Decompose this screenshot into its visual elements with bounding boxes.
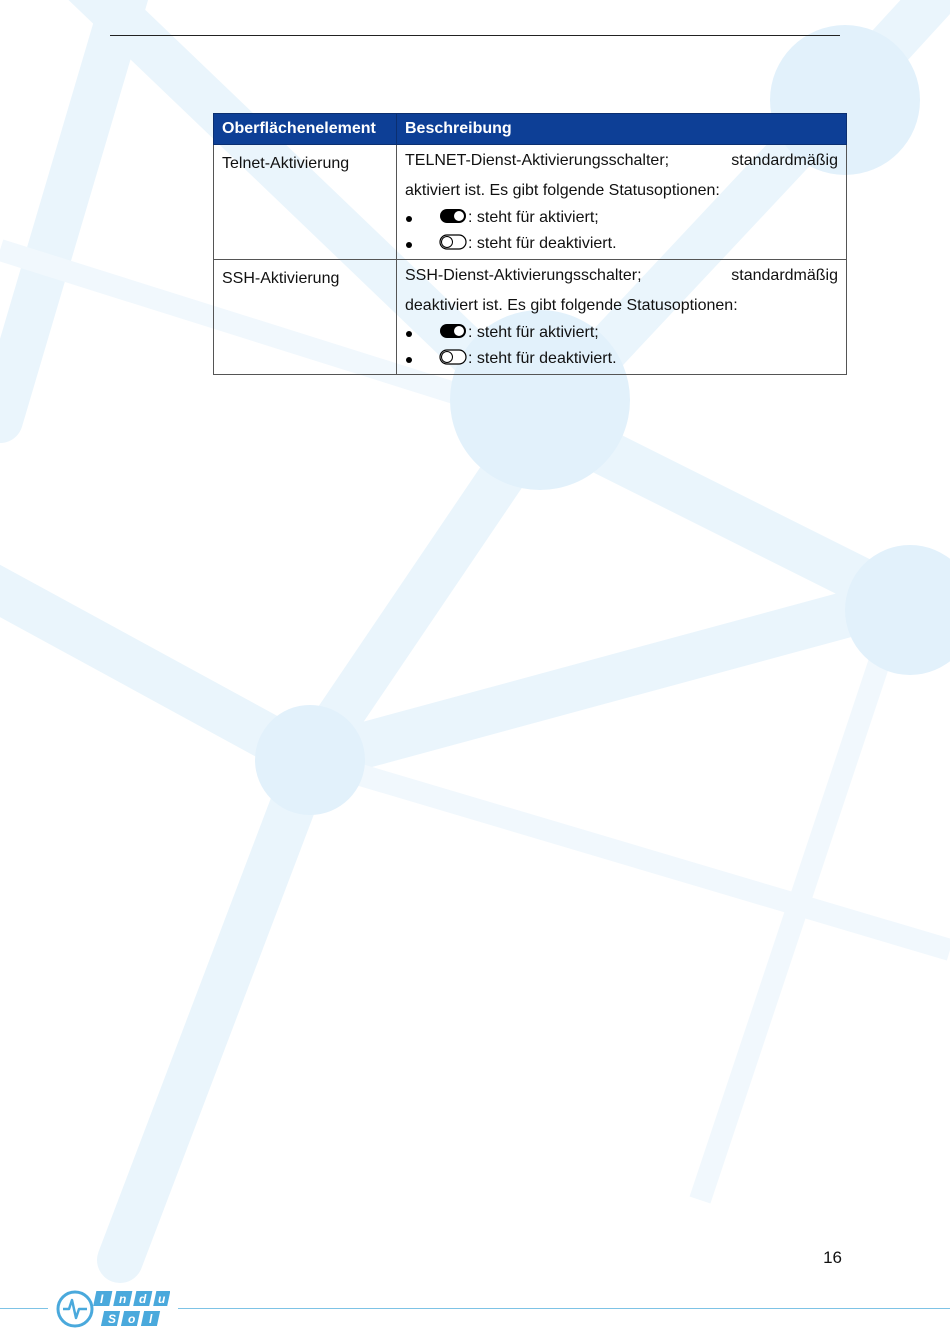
row-description <box>397 145 847 260</box>
svg-text:I: I <box>100 1292 104 1306</box>
svg-text:d: d <box>139 1292 147 1306</box>
svg-text:n: n <box>119 1292 127 1306</box>
description-line <box>405 264 838 287</box>
option-text: : steht für deaktiviert. <box>468 235 617 252</box>
description-line-2: aktiviert ist. Es gibt folgende Statusoptionen: <box>405 182 720 199</box>
page-number: 16 <box>823 1248 842 1267</box>
header-description: Beschreibung <box>397 114 847 145</box>
list-item <box>405 205 838 231</box>
status-options-list <box>405 205 838 257</box>
description-text-end: standardmäßig <box>731 267 838 284</box>
toggle-off-icon <box>439 234 467 250</box>
list-item <box>405 320 838 346</box>
svg-text:S: S <box>108 1312 117 1326</box>
bullet-icon <box>406 331 412 337</box>
row-description <box>397 260 847 375</box>
svg-text:l: l <box>149 1312 153 1326</box>
table-row <box>214 145 847 260</box>
description-line-2: deaktiviert ist. Es gibt folgende Statusoptionen: <box>405 297 738 314</box>
list-item <box>405 231 838 257</box>
table-header-row <box>214 114 847 145</box>
footer-rule-right <box>178 1308 950 1309</box>
footer-rule-left <box>0 1308 48 1309</box>
row-element-name: Telnet-Aktivierung <box>214 145 397 260</box>
toggle-on-icon <box>439 208 467 224</box>
description-text: SSH-Dienst-Aktivierungsschalter; <box>405 267 642 284</box>
option-text: : steht für aktiviert; <box>468 324 599 341</box>
svg-text:u: u <box>158 1292 166 1306</box>
bullet-icon <box>406 242 412 248</box>
indusol-logo-icon <box>55 1288 170 1330</box>
toggle-off-icon <box>439 349 467 365</box>
option-text: : steht für deaktiviert. <box>468 350 617 367</box>
status-options-list <box>405 320 838 372</box>
table-row <box>214 260 847 375</box>
header-rule <box>110 35 840 36</box>
settings-table <box>213 113 847 375</box>
description-line <box>405 149 838 172</box>
header-element: Oberflächenelement <box>214 114 397 145</box>
description-text: TELNET-Dienst-Aktivierungsschalter; <box>405 152 670 169</box>
bullet-icon <box>406 216 412 222</box>
list-item <box>405 346 838 372</box>
svg-text:o: o <box>128 1312 136 1326</box>
bullet-icon <box>406 357 412 363</box>
option-text: : steht für aktiviert; <box>468 209 599 226</box>
row-element-name: SSH-Aktivierung <box>214 260 397 375</box>
toggle-on-icon <box>439 323 467 339</box>
description-text-end: standardmäßig <box>731 152 838 169</box>
